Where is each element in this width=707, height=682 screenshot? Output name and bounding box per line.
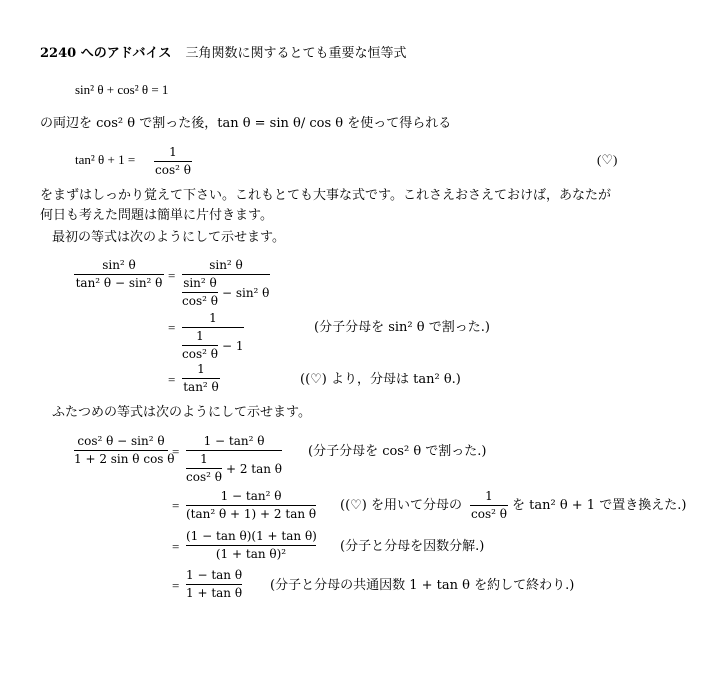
second-r2-note-denominator: cos² θ — [471, 507, 507, 521]
second-r4-denominator: 1 + tan θ — [186, 586, 243, 600]
second-equals-3: = — [172, 539, 180, 554]
first-intro: 最初の等式は次のようにして示せます。 — [52, 230, 285, 245]
first-r3-numerator: 1 — [197, 362, 205, 376]
paragraph-line-1: をまずはしっかり覚えて下さい。これもとても大事な式です。これさえおさえておけば，あなたが — [40, 188, 611, 203]
second-r2-numerator: 1 − tan² θ — [220, 489, 282, 503]
tan-identity-denominator: cos² θ — [155, 163, 191, 177]
second-r4-numerator: 1 − tan θ — [186, 568, 243, 582]
first-r1-inner-denominator: cos² θ — [182, 294, 218, 308]
tan-identity-lhs: tan² θ + 1 = — [75, 152, 136, 167]
heart-tag: (♡) — [597, 152, 618, 167]
second-lhs-denominator: 1 + 2 sin θ cos θ — [74, 452, 175, 466]
second-lhs-numerator: cos² θ − sin² θ — [77, 434, 165, 448]
first-r2-fraction — [182, 311, 244, 362]
first-r2-denominator — [182, 329, 244, 362]
second-r1-fraction — [186, 434, 282, 485]
first-r2-numerator: 1 — [209, 311, 217, 325]
second-r2-fraction — [186, 489, 316, 522]
first-r1-tail: − sin² θ — [221, 285, 270, 300]
divide-sentence: の両辺を cos² θ で割った後，tan θ = sin θ/ cos θ を使って得られる — [40, 116, 452, 131]
first-r1-numerator: sin² θ — [209, 258, 243, 272]
heading — [40, 46, 406, 62]
second-r1-note: (分子分母を cos² θ で割った.) — [308, 444, 487, 459]
first-lhs-numerator: sin² θ — [102, 258, 136, 272]
first-r1-denominator — [182, 276, 270, 309]
first-r2-tail: − 1 — [221, 338, 244, 353]
first-r3-note: ((♡) より，分母は tan² θ.) — [300, 372, 461, 387]
first-lhs-denominator: tan² θ − sin² θ — [75, 276, 163, 290]
second-equals-4: = — [172, 578, 180, 593]
first-equals-1: = — [168, 268, 176, 283]
second-equals-1: = — [172, 444, 180, 459]
second-lhs-fraction — [74, 434, 175, 467]
second-r1-denominator — [186, 452, 282, 485]
second-r2-note-a: ((♡) を用いて分母の — [340, 498, 463, 513]
second-r3-fraction — [186, 529, 316, 562]
second-r2-denominator: (tan² θ + 1) + 2 tan θ — [186, 507, 317, 521]
tan-identity-fraction — [154, 145, 192, 178]
second-r3-note: (分子と分母を因数分解.) — [340, 539, 485, 554]
heading-number: 2240 へのアドバイス — [40, 46, 172, 61]
first-r2-inner-denominator: cos² θ — [182, 347, 218, 361]
second-r2-note-numerator: 1 — [485, 489, 493, 503]
second-r4-fraction — [186, 568, 242, 601]
second-r1-numerator: 1 − tan² θ — [203, 434, 265, 448]
first-equals-2: = — [168, 320, 176, 335]
second-r4-note: (分子と分母の共通因数 1 + tan θ を約して終わり.) — [270, 578, 575, 593]
second-intro: ふたつめの等式は次のようにして示せます。 — [52, 405, 311, 420]
first-r2-inner-numerator: 1 — [196, 329, 204, 343]
second-r1-inner-denominator: cos² θ — [186, 470, 222, 484]
second-equals-2: = — [172, 498, 180, 513]
first-equals-3: = — [168, 372, 176, 387]
second-r2-note-fraction — [470, 489, 508, 522]
second-r3-numerator: (1 − tan θ)(1 + tan θ) — [186, 529, 317, 543]
first-r2-note: (分子分母を sin² θ で割った.) — [314, 320, 490, 335]
first-r1-fraction — [182, 258, 270, 309]
second-r1-inner-numerator: 1 — [200, 452, 208, 466]
tan-identity-numerator: 1 — [169, 145, 177, 159]
identity-equation: sin² θ + cos² θ = 1 — [75, 82, 169, 97]
second-r2-note-b: を tan² θ + 1 で置き換えた.) — [512, 498, 687, 513]
heading-title: 三角関数に関するとても重要な恒等式 — [185, 46, 407, 61]
paragraph-line-2: 何日も考えた問題は簡単に片付きます。 — [40, 208, 273, 223]
second-r1-tail: + 2 tan θ — [225, 461, 283, 476]
first-lhs-fraction — [74, 258, 164, 291]
first-r3-fraction — [182, 362, 220, 395]
second-r3-denominator: (1 + tan θ)² — [215, 547, 287, 561]
first-r1-inner-numerator: sin² θ — [183, 276, 217, 290]
first-r3-denominator: tan² θ — [183, 380, 219, 394]
